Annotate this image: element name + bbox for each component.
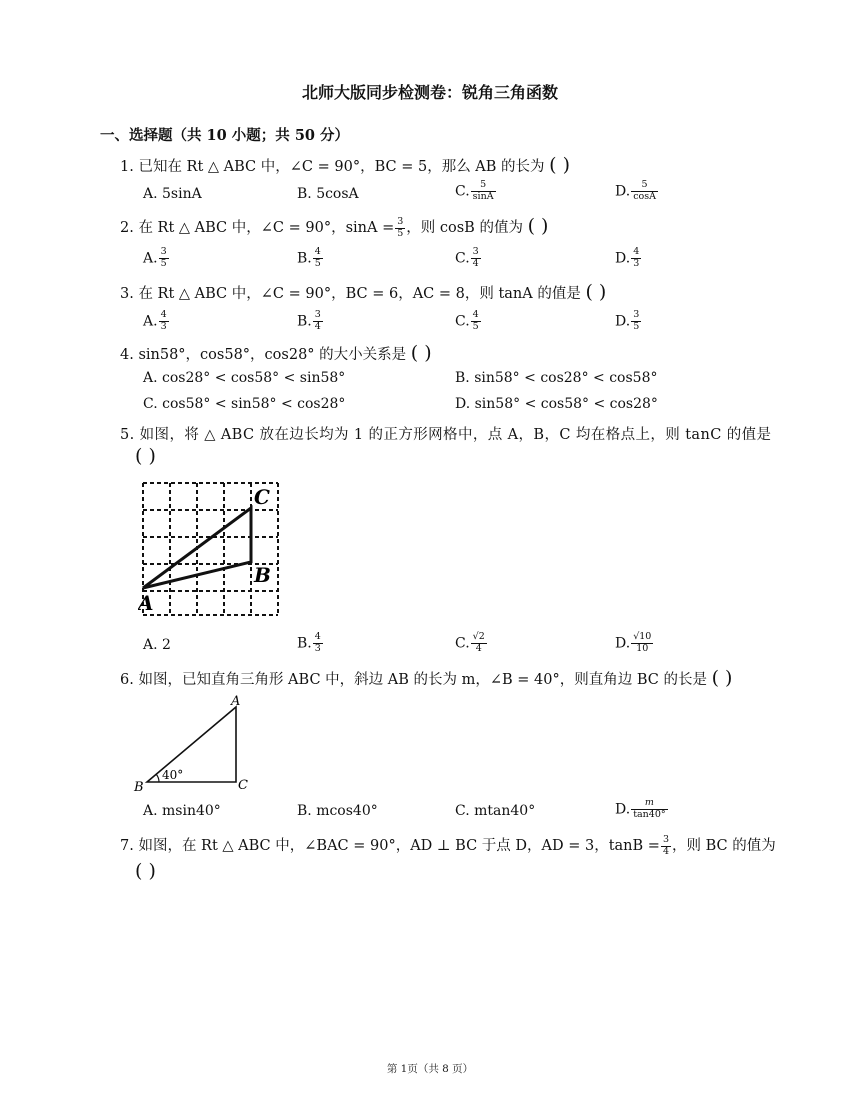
q3-option-b: B. $\frac{3}{4}$ xyxy=(297,309,321,332)
triangle-abc xyxy=(147,707,236,782)
label-a: A xyxy=(138,591,154,615)
q4-option-c: C. cos58° < sin58° < cos28° xyxy=(143,396,346,412)
q2-option-d: D. $\frac{4}{3}$ xyxy=(615,246,640,269)
question-2: 2. 在 Rt △ ABC 中，∠C = 90°，sinA = $\frac{3}{5}$ ，则 cosB 的值为 ( ) xyxy=(120,215,549,239)
q2-option-c: C. $\frac{3}{4}$ xyxy=(455,246,479,269)
q1-option-b: B. 5cosA xyxy=(297,186,359,202)
label-b: B xyxy=(134,780,144,793)
angle-arc xyxy=(156,774,159,782)
answer-paren: ( ) xyxy=(410,342,432,364)
q4-option-a: A. cos28° < cos58° < sin58° xyxy=(143,370,346,386)
answer-paren: ( ) xyxy=(585,281,607,303)
grid-triangle-figure xyxy=(138,478,283,618)
section-heading: 一、选择题（共 10 小题；共 50 分） xyxy=(100,127,350,144)
q4-option-d: D. sin58° < cos58° < cos28° xyxy=(455,396,658,412)
q3-option-c: C. $\frac{4}{5}$ xyxy=(455,309,479,332)
label-c: C xyxy=(254,485,270,509)
label-a: A xyxy=(231,694,241,709)
question-7: 7. 如图，在 Rt △ ABC 中，∠BAC = 90°，AD ⊥ BC 于点 D，AD = 3，tanB = $\frac{3}{4}$ ，则 BC 的值为 xyxy=(120,833,776,857)
answer-paren: ( ) xyxy=(527,215,549,237)
q6-option-d: D. $\frac{m}{\tan 40^\circ}$ xyxy=(615,797,666,820)
label-c: C xyxy=(238,778,248,793)
question-4: 4. sin58°，cos58°，cos28° 的大小关系是 ( ) xyxy=(120,342,432,364)
q6-option-a: A. msin40° xyxy=(143,803,221,819)
q6-option-c: C. mtan40° xyxy=(455,803,536,819)
question-3: 3. 在 Rt △ ABC 中，∠C = 90°，BC = 6，AC = 8，则 tanA 的值是 ( ) xyxy=(120,281,607,303)
q5-option-c: C. $\frac{√2}{4}$ xyxy=(455,631,485,654)
right-triangle-figure xyxy=(130,693,260,793)
q2-option-a: A. $\frac{3}{5}$ xyxy=(143,246,167,269)
angle-label: 40° xyxy=(162,768,184,782)
answer-paren: ( ) xyxy=(549,154,571,176)
question-1-text: 1. 已知在 Rt △ ABC 中，∠C = 90°，BC = 5，那么 AB 的长为 xyxy=(120,159,545,175)
q1-option-d: D. $\frac{5}{\cos A}$ xyxy=(615,179,656,202)
q5-option-b: B. $\frac{4}{3}$ xyxy=(297,631,321,654)
q6-option-b: B. mcos40° xyxy=(297,803,378,819)
question-6: 6. 如图，已知直角三角形 ABC 中，斜边 AB 的长为 m，∠B = 40°，则直角边 BC 的长是 ( ) xyxy=(120,667,733,689)
q5-option-a: A. 2 xyxy=(143,637,171,653)
q1-option-a: A. 5sinA xyxy=(143,186,202,202)
q4-option-b: B. sin58° < cos28° < cos58° xyxy=(455,370,658,386)
page-title: 北师大版同步检测卷：锐角三角函数 xyxy=(301,83,558,102)
q3-option-d: D. $\frac{3}{5}$ xyxy=(615,309,640,332)
question-5: 5. 如图，将 △ ABC 放在边长均为 1 的正方形网格中，点 A，B，C 均在格点上，则 tanC 的值是 xyxy=(120,427,772,443)
q2-option-b: B. $\frac{4}{5}$ xyxy=(297,246,321,269)
q5-option-d: D. $\frac{√10}{10}$ xyxy=(615,631,652,654)
page-footer: 第 1页（共 8 页） xyxy=(386,1063,474,1075)
question-1 xyxy=(120,155,570,176)
label-b: B xyxy=(254,563,271,587)
answer-paren: ( ) xyxy=(135,445,156,467)
answer-paren: ( ) xyxy=(135,860,156,882)
q3-option-a: A. $\frac{4}{3}$ xyxy=(143,309,167,332)
answer-paren: ( ) xyxy=(711,667,733,689)
q1-option-c: C. $\frac{5}{\sin A}$ xyxy=(455,179,494,202)
